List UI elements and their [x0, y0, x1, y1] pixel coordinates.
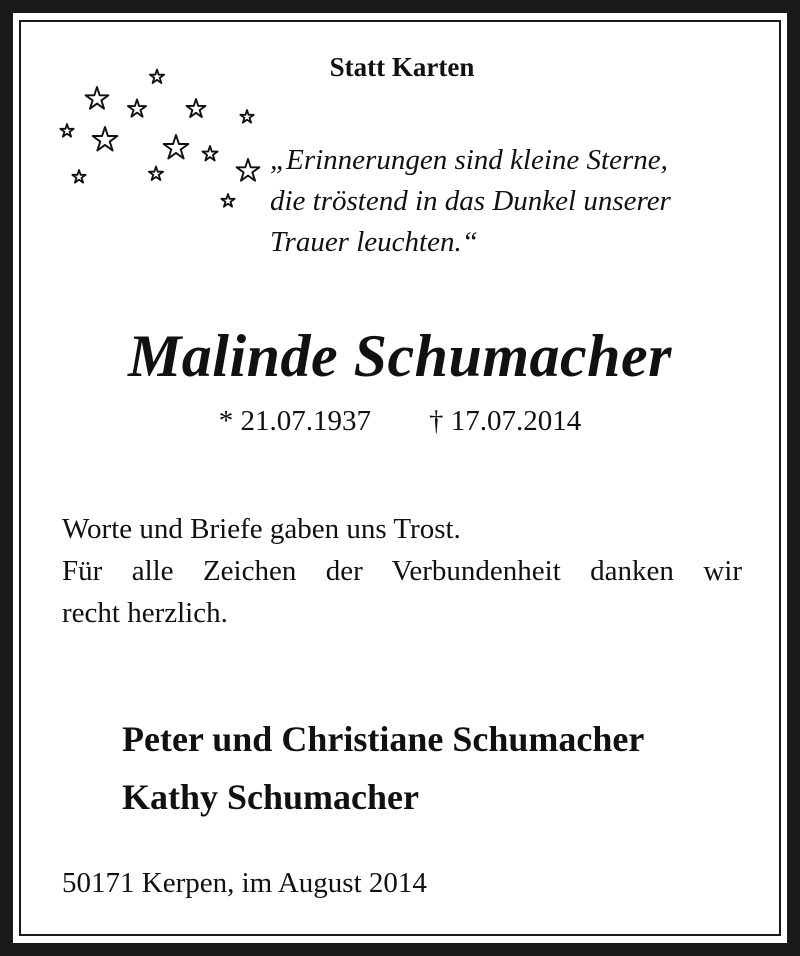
life-dates — [0, 405, 800, 438]
star-icon — [202, 146, 217, 160]
star-icon — [237, 159, 260, 181]
signatory: Peter und Christiane Schumacher — [122, 719, 645, 759]
thank-you-message — [62, 508, 742, 634]
header-title: Statt Karten — [329, 52, 475, 82]
star-icon — [60, 124, 73, 137]
message-line: recht herzlich. — [62, 597, 228, 629]
message-line: Worte und Briefe gaben uns Trost. — [62, 513, 461, 545]
death-date: † 17.07.2014 — [429, 405, 582, 437]
quote-line: die tröstend in das Dunkel unserer — [270, 185, 671, 217]
signatory: Kathy Schumacher — [122, 777, 419, 817]
quote-line: „Erinnerungen sind kleine Sterne, — [270, 144, 668, 176]
star-icon — [186, 99, 205, 117]
star-icon — [93, 127, 118, 151]
stars-decoration — [52, 64, 272, 219]
star-icon — [164, 135, 189, 159]
quote — [270, 140, 671, 263]
star-icon — [72, 170, 85, 183]
star-icon — [150, 70, 164, 84]
birth-date: * 21.07.1937 — [218, 405, 371, 437]
message-line: Für alle Zeichen der Verbundenheit danken wir — [62, 555, 742, 587]
star-icon — [221, 194, 234, 207]
star-icon — [86, 87, 109, 109]
place-and-date: 50171 Kerpen, im August 2014 — [62, 867, 427, 899]
signatories — [122, 710, 644, 826]
quote-line: Trauer leuchten.“ — [270, 226, 478, 258]
star-icon — [149, 167, 163, 181]
star-icon — [128, 100, 146, 117]
star-icon — [240, 110, 253, 123]
deceased-name: Malinde Schumacher — [127, 323, 673, 389]
